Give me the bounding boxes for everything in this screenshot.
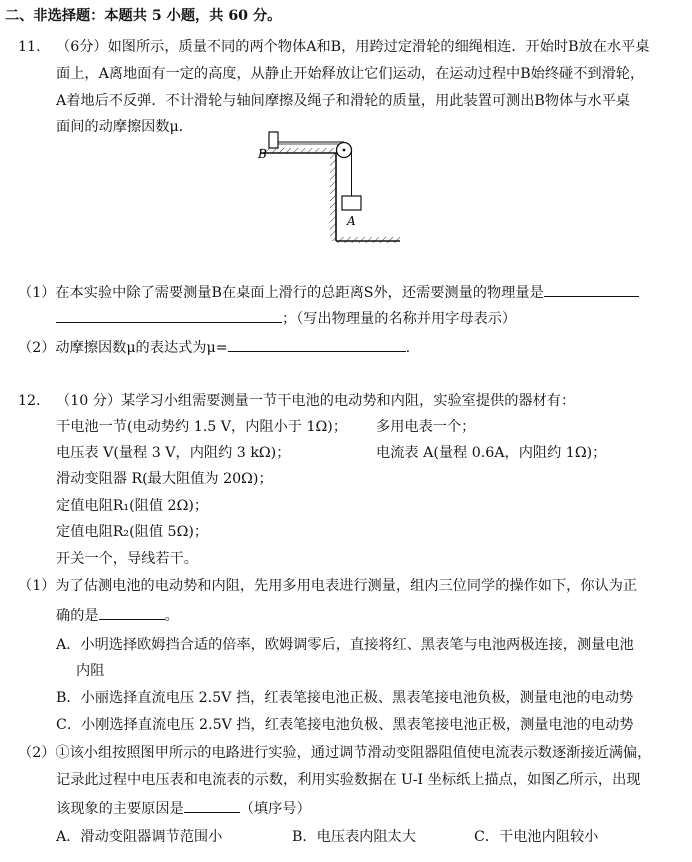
q12-sub2-line-1: （2）①该小组按照图甲所示的电路进行实验，通过调节滑动变阻器阻值使电流表示数逐渐接近满偏， — [18, 745, 652, 761]
q11-sub1-blank-2[interactable] — [56, 307, 282, 323]
q11-sub1-line — [18, 281, 639, 303]
equip-rheostat: 滑动变阻器 R(最大阻值为 20Ω)； — [56, 471, 273, 487]
block-a — [342, 196, 361, 210]
q11-sub1-text: （1）在本实验中除了需要测量B在桌面上滑行的总距离S外，还需要测量的物理量是 — [18, 285, 544, 301]
pulley-axle — [343, 149, 346, 152]
q11-sub1-line-2 — [56, 307, 516, 329]
q11-text-1: 如图所示，质量不同的两个物体A和B，用跨过定滑轮的细绳相连．开始时B放在水平桌 — [107, 39, 650, 55]
equip-voltmeter: 电压表 V(量程 3 V，内阻约 3 kΩ)； — [56, 445, 291, 461]
q11-number: 11. — [18, 39, 41, 55]
label-b: B — [258, 147, 267, 161]
equip-multimeter: 多用电表一个； — [376, 419, 476, 435]
q12-sub1-option-a-1: A．小明选择欧姆挡合适的倍率，欧姆调零后，直接将红、黑表笔与电池两极连接，测量电池 — [56, 637, 634, 653]
q12-sub1-line-1: （1）为了估测电池的电动势和内阻，先用多用电表进行测量，组内三位同学的操作如下，你认为正 — [18, 578, 638, 594]
q11-sub1-text-2: ；（写出物理量的名称并用字母表示） — [282, 311, 517, 327]
ground-hatch — [336, 237, 400, 243]
q12-sub2-option-a: A．滑动变阻器调节范围小 — [56, 829, 223, 845]
equip-r2: 定值电阻R₂(阻值 5Ω)； — [56, 524, 209, 540]
q11-sub2-text: （2）动摩擦因数μ的表达式为μ= — [18, 340, 228, 356]
equip-ammeter: 电流表 A(量程 0.6A，内阻约 1Ω)； — [376, 445, 607, 461]
block-b — [269, 132, 278, 148]
q11-line-4: 面间的动摩擦因数μ． — [56, 119, 193, 135]
q11-points: （6分） — [56, 39, 108, 55]
q11-line-1 — [56, 37, 649, 57]
equip-battery: 干电池一节(电动势约 1.5 V，内阻小于 1Ω)； — [56, 419, 348, 435]
q12-sub1-option-a-2: 内阻 — [76, 663, 105, 679]
q11-sub2-blank[interactable] — [228, 336, 406, 352]
q12-sub2-line-2: 记录此过程中电压表和电流表的示数，利用实验数据在 U-I 坐标纸上描点，如图乙所示，出现 — [56, 772, 641, 788]
q12-intro: 某学习小组需要测量一节干电池的电动势和内阻，实验室提供的器材有： — [121, 393, 576, 409]
q11-sub1-blank-1[interactable] — [544, 281, 639, 297]
equip-switch: 开关一个，导线若干。 — [56, 551, 198, 567]
q12-sub2-blank[interactable] — [184, 797, 240, 813]
q11-line-3: A着地后不反弹．不计滑轮与轴间摩擦及绳子和滑轮的质量，用此装置可测出B物体与水平桌 — [56, 93, 630, 109]
q12-number: 12. — [18, 393, 41, 409]
equip-r1: 定值电阻R₁(阻值 2Ω)； — [56, 498, 209, 514]
section-title: 二、非选择题：本题共 5 小题，共 60 分。 — [5, 8, 282, 24]
label-a: A — [347, 214, 356, 228]
q11-line-2: 面上，A离地面有一定的高度，从静止开始释放让它们运动，在运动过程中B始终碰不到滑轮， — [56, 66, 645, 82]
q12-sub2-line-3 — [56, 797, 311, 819]
q12-sub1-blank[interactable] — [99, 604, 165, 620]
q12-sub2-option-b: B．电压表内阻太大 — [292, 829, 416, 845]
q12-sub1-option-b: B．小丽选择直流电压 2.5V 挡，红表笔接电池正极、黑表笔接电池负极，测量电池的电动势 — [56, 690, 634, 706]
q12-sub2-hint: （填序号） — [239, 801, 311, 817]
q11-sub2-line — [18, 336, 410, 358]
q12-sub2-text-3: 该现象的主要原因是 — [56, 801, 184, 817]
q12-intro-line — [56, 391, 575, 411]
q12-sub1-option-c: C．小刚选择直流电压 2.5V 挡，红表笔接电池负极、黑表笔接电池正极，测量电池的电动势 — [56, 717, 634, 733]
q11-sub2-end: . — [405, 340, 411, 356]
table-leg-hatch — [330, 153, 336, 241]
q12-sub1-text-2: 确的是 — [56, 608, 99, 624]
q12-sub1-line-2 — [56, 604, 179, 626]
q12-sub1-end: 。 — [164, 608, 179, 624]
q11-figure — [240, 128, 410, 254]
q12-sub2-option-c: C．干电池内阻较小 — [474, 829, 599, 845]
q12-points: （10 分） — [56, 393, 122, 409]
